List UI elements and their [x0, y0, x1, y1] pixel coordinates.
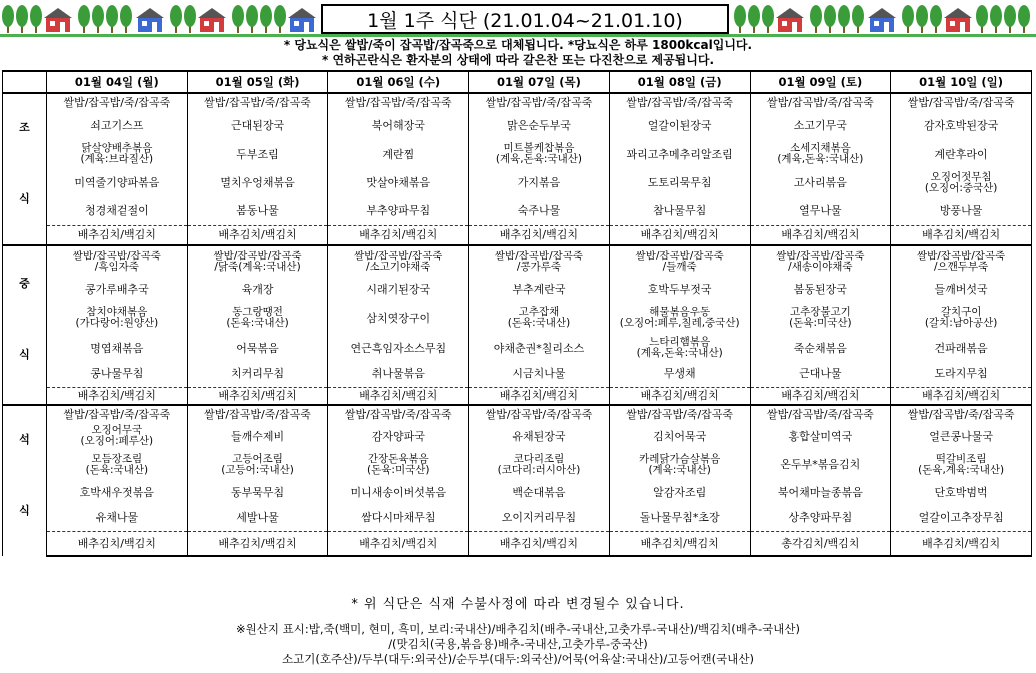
menu-item: 무생채: [609, 361, 750, 387]
menu-item: 모듬장조림 (돈육:국내산): [47, 449, 188, 480]
menu-row: [3, 361, 1032, 387]
menu-item: 쌀밥/잡곡밥/잡곡죽 /흑임자죽: [47, 245, 188, 277]
menu-item: 연근흑임자소스무침: [328, 335, 469, 361]
tree-icon: [930, 5, 942, 33]
menu-row: [3, 139, 1032, 169]
tree-icon: [916, 5, 928, 33]
menu-item: 쌈다시마채무침: [328, 505, 469, 532]
menu-item: 도라지무침: [891, 361, 1032, 387]
menu-item: 호박새우젓볶음: [47, 480, 188, 505]
meal-label-bottom: 식: [19, 192, 30, 205]
menu-item: 숙주나물: [469, 197, 610, 226]
menu-item: 명엽채볶음: [47, 335, 188, 361]
menu-item: 단호박범벅: [891, 480, 1032, 505]
menu-item: 쌀밥/잡곡밥/잡곡죽 /새송이야채죽: [750, 245, 891, 277]
menu-item: 배추김치/백김치: [469, 387, 610, 405]
tree-house-decoration-left: [0, 0, 318, 38]
tree-icon: [810, 5, 822, 33]
menu-item: 배추김치/백김치: [187, 225, 328, 245]
menu-row: [3, 423, 1032, 449]
tree-icon: [16, 5, 28, 33]
house-icon: [868, 8, 896, 32]
menu-item: 부추계란국: [469, 277, 610, 301]
menu-item: 쌀밥/잡곡밥/죽/잡곡죽: [328, 405, 469, 423]
day-header-row: [3, 71, 1032, 93]
menu-row: [3, 449, 1032, 480]
menu-item: 배추김치/백김치: [891, 531, 1032, 556]
menu-item: 시금치나물: [469, 361, 610, 387]
menu-item: 근대나물: [750, 361, 891, 387]
menu-item: 쌀밥/잡곡밥/죽/잡곡죽: [187, 93, 328, 112]
menu-row: [3, 387, 1032, 405]
menu-item: 육개장: [187, 277, 328, 301]
menu-row: [3, 225, 1032, 245]
menu-item: 배추김치/백김치: [609, 531, 750, 556]
menu-item: 닭살양배추볶음 (계육:브라질산): [47, 139, 188, 169]
menu-item: 얼갈이된장국: [609, 112, 750, 140]
menu-item: 봄동된장국: [750, 277, 891, 301]
menu-item: 쌀밥/잡곡밥/잡곡죽 /들깨죽: [609, 245, 750, 277]
menu-item: 쌀밥/잡곡밥/잡곡죽 /소고기야채죽: [328, 245, 469, 277]
menu-item: 배추김치/백김치: [47, 387, 188, 405]
menu-item: 쌀밥/잡곡밥/잡곡죽 /으깬두부죽: [891, 245, 1032, 277]
menu-item: 참치야채볶음 (가다랑어:원양산): [47, 301, 188, 335]
note-diabetic: * 당뇨식은 쌀밥/죽이 잡곡밥/잡곡죽으로 대체됩니다. *당뇨식은 하루 1800kcal입니다.: [283, 38, 753, 52]
day-header: 01월 08일 (금): [609, 71, 750, 93]
meal-label-top: 중: [19, 277, 30, 290]
menu-item: 계란후라이: [891, 139, 1032, 169]
tree-icon: [748, 5, 760, 33]
meal-label-bottom: 식: [19, 504, 30, 517]
menu-item: 쌀밥/잡곡밥/잡곡죽 /닭죽(계육:국내산): [187, 245, 328, 277]
meal-label-top: 조: [19, 121, 30, 134]
menu-body: [3, 93, 1032, 556]
menu-item: 청경채겉절이: [47, 197, 188, 226]
meal-label: [3, 93, 47, 245]
menu-item: 유채나물: [47, 505, 188, 532]
menu-item: 미트볼케찹볶음 (계육,돈육:국내산): [469, 139, 610, 169]
menu-item: 쌀밥/잡곡밥/죽/잡곡죽: [750, 405, 891, 423]
tree-icon: [78, 5, 90, 33]
menu-item: 유채된장국: [469, 423, 610, 449]
menu-item: 콩가루배추국: [47, 277, 188, 301]
origin-line: /(맛김치(국용,볶음용)배추-국내산,고춧가루-중국산): [388, 637, 648, 651]
tree-icon: [260, 5, 272, 33]
menu-item: 들깨버섯국: [891, 277, 1032, 301]
menu-item: 야채춘권*칠리소스: [469, 335, 610, 361]
menu-item: 참나물무침: [609, 197, 750, 226]
tree-house-decoration-right: [732, 0, 1036, 38]
tree-icon: [120, 5, 132, 33]
menu-item: 오이지커리무침: [469, 505, 610, 532]
menu-item: 죽순채볶음: [750, 335, 891, 361]
meal-label-bottom: 식: [19, 348, 30, 361]
menu-row: [3, 505, 1032, 532]
tree-icon: [824, 5, 836, 33]
menu-item: 고추장불고기 (돈육:미국산): [750, 301, 891, 335]
menu-item: 배추김치/백김치: [891, 387, 1032, 405]
menu-item: 백순대볶음: [469, 480, 610, 505]
tree-icon: [246, 5, 258, 33]
origin-line: ※원산지 표시:밥,죽(백미, 현미, 흑미, 보리:국내산)/배추김치(배추-국내산,고춧가루-국내산)/백김치(배추-국내산): [236, 622, 800, 636]
tree-icon: [92, 5, 104, 33]
menu-row: [3, 112, 1032, 140]
menu-row: [3, 197, 1032, 226]
menu-item: 콩나물무침: [47, 361, 188, 387]
menu-row: [3, 93, 1032, 112]
menu-row: [3, 335, 1032, 361]
menu-item: 배추김치/백김치: [47, 531, 188, 556]
house-icon: [44, 8, 72, 32]
day-header: 01월 10일 (일): [891, 71, 1032, 93]
menu-row: [3, 405, 1032, 423]
menu-item: 미역줄기양파볶음: [47, 169, 188, 197]
menu-row: [3, 277, 1032, 301]
menu-item: 소세지채볶음 (계육,돈육:국내산): [750, 139, 891, 169]
menu-item: 고등어조림 (고등어:국내산): [187, 449, 328, 480]
menu-item: 세발나물: [187, 505, 328, 532]
menu-item: 배추김치/백김치: [187, 531, 328, 556]
note-dysphagia: * 연하곤란식은 환자분의 상태에 따라 갈은찬 또는 다진찬으로 제공됩니다.: [321, 53, 715, 67]
menu-item: 배추김치/백김치: [891, 225, 1032, 245]
weekly-menu-table: [2, 70, 1032, 557]
banner-line: [0, 34, 1036, 37]
menu-item: 열무나물: [750, 197, 891, 226]
meal-label: [3, 405, 47, 556]
menu-item: 치커리무침: [187, 361, 328, 387]
menu-item: 갈치구이 (갈치:남아공산): [891, 301, 1032, 335]
header-banner: [0, 0, 1036, 38]
tree-icon: [734, 5, 746, 33]
tree-icon: [170, 5, 182, 33]
change-notice: * 위 식단은 식재 수불사정에 따라 변경될수 있습니다.: [351, 597, 685, 612]
menu-row: [3, 531, 1032, 556]
menu-item: 쌀밥/잡곡밥/죽/잡곡죽: [187, 405, 328, 423]
menu-item: 동부묵무침: [187, 480, 328, 505]
menu-item: 총각김치/백김치: [750, 531, 891, 556]
house-icon: [136, 8, 164, 32]
menu-item: 해물볶음우동 (오징어:페루,칠레,중국산): [609, 301, 750, 335]
menu-item: 배추김치/백김치: [609, 387, 750, 405]
day-header: 01월 09일 (토): [750, 71, 891, 93]
menu-item: 돌나물무침*초장: [609, 505, 750, 532]
house-icon: [288, 8, 316, 32]
menu-item: 온두부*볶음김치: [750, 449, 891, 480]
menu-item: 배추김치/백김치: [47, 225, 188, 245]
menu-item: 건파래볶음: [891, 335, 1032, 361]
menu-row: [3, 169, 1032, 197]
menu-item: 배추김치/백김치: [750, 225, 891, 245]
tree-icon: [902, 5, 914, 33]
menu-item: 두부조림: [187, 139, 328, 169]
menu-item: 쌀밥/잡곡밥/죽/잡곡죽: [47, 405, 188, 423]
menu-item: 맑은순두부국: [469, 112, 610, 140]
tree-icon: [1004, 5, 1016, 33]
menu-item: 배추김치/백김치: [328, 387, 469, 405]
page-title: 1월 1주 식단 (21.01.04~21.01.10): [321, 4, 729, 34]
menu-item: 쌀밥/잡곡밥/잡곡죽 /콩가루죽: [469, 245, 610, 277]
menu-item: 쌀밥/잡곡밥/죽/잡곡죽: [47, 93, 188, 112]
menu-item: 도토리묵무침: [609, 169, 750, 197]
menu-item: 쌀밥/잡곡밥/죽/잡곡죽: [469, 93, 610, 112]
origin-notice: [0, 622, 1036, 667]
tree-icon: [184, 5, 196, 33]
menu-item: 호박두부젓국: [609, 277, 750, 301]
menu-item: 미니새송이버섯볶음: [328, 480, 469, 505]
origin-line: 소고기(호주산)/두부(대두:외국산)/순두부(대두:외국산)/어묵(어육살:국내산)/고등어캔(국내산): [282, 652, 754, 666]
menu-item: 쌀밥/잡곡밥/죽/잡곡죽: [891, 93, 1032, 112]
corner-cell: [3, 71, 47, 93]
menu-item: 소고기무국: [750, 112, 891, 140]
menu-item: 배추김치/백김치: [328, 531, 469, 556]
house-icon: [944, 8, 972, 32]
menu-item: 상추양파무침: [750, 505, 891, 532]
menu-item: 삼치엿장구이: [328, 301, 469, 335]
menu-item: 가지볶음: [469, 169, 610, 197]
menu-item: 근대된장국: [187, 112, 328, 140]
menu-item: 멸치우엉채볶음: [187, 169, 328, 197]
menu-row: [3, 301, 1032, 335]
meal-label-top: 석: [19, 433, 30, 446]
menu-row: [3, 245, 1032, 277]
menu-item: 맛살야채볶음: [328, 169, 469, 197]
menu-item: 쌀밥/잡곡밥/죽/잡곡죽: [891, 405, 1032, 423]
menu-item: 고추잡채 (돈육:국내산): [469, 301, 610, 335]
menu-item: 쌀밥/잡곡밥/죽/잡곡죽: [609, 405, 750, 423]
menu-item: 봄동나물: [187, 197, 328, 226]
menu-item: 북어채마늘종볶음: [750, 480, 891, 505]
menu-item: 배추김치/백김치: [469, 225, 610, 245]
menu-item: 쇠고기스프: [47, 112, 188, 140]
menu-item: 감자호박된장국: [891, 112, 1032, 140]
diet-notes: [0, 38, 1036, 68]
tree-icon: [762, 5, 774, 33]
menu-item: 얼갈이고추장무침: [891, 505, 1032, 532]
menu-item: 배추김치/백김치: [750, 387, 891, 405]
day-header: 01월 05일 (화): [187, 71, 328, 93]
menu-item: 카레닭가슴살볶음 (계육:국내산): [609, 449, 750, 480]
menu-item: 알감자조림: [609, 480, 750, 505]
day-header: 01월 04일 (월): [47, 71, 188, 93]
menu-item: 쌀밥/잡곡밥/죽/잡곡죽: [328, 93, 469, 112]
house-icon: [776, 8, 804, 32]
tree-icon: [274, 5, 286, 33]
menu-item: 취나물볶음: [328, 361, 469, 387]
tree-icon: [976, 5, 988, 33]
tree-icon: [30, 5, 42, 33]
menu-item: 느타리햄볶음 (계육,돈육:국내산): [609, 335, 750, 361]
menu-item: 간장돈육볶음 (돈육:미국산): [328, 449, 469, 480]
menu-item: 감자양파국: [328, 423, 469, 449]
menu-item: 배추김치/백김치: [187, 387, 328, 405]
tree-icon: [2, 5, 14, 33]
menu-item: 북어해장국: [328, 112, 469, 140]
menu-item: 김치어묵국: [609, 423, 750, 449]
menu-item: 고사리볶음: [750, 169, 891, 197]
day-header: 01월 07일 (목): [469, 71, 610, 93]
menu-item: 계란찜: [328, 139, 469, 169]
menu-item: 쌀밥/잡곡밥/죽/잡곡죽: [609, 93, 750, 112]
tree-icon: [232, 5, 244, 33]
menu-item: 떡갈비조림 (돈육,계육:국내산): [891, 449, 1032, 480]
menu-item: 어묵볶음: [187, 335, 328, 361]
menu-item: 얼큰콩나물국: [891, 423, 1032, 449]
menu-item: 배추김치/백김치: [328, 225, 469, 245]
menu-row: [3, 480, 1032, 505]
menu-item: 쌀밥/잡곡밥/죽/잡곡죽: [750, 93, 891, 112]
menu-item: 배추김치/백김치: [609, 225, 750, 245]
menu-item: 부추양파무침: [328, 197, 469, 226]
tree-icon: [1018, 5, 1030, 33]
menu-item: 방풍나물: [891, 197, 1032, 226]
tree-icon: [106, 5, 118, 33]
menu-item: 쌀밥/잡곡밥/죽/잡곡죽: [469, 405, 610, 423]
menu-item: 꽈리고추메추리알조림: [609, 139, 750, 169]
house-icon: [198, 8, 226, 32]
menu-item: 들깨수제비: [187, 423, 328, 449]
tree-icon: [838, 5, 850, 33]
meal-label: [3, 245, 47, 405]
day-header: 01월 06일 (수): [328, 71, 469, 93]
tree-icon: [852, 5, 864, 33]
tree-icon: [990, 5, 1002, 33]
menu-item: 시래기된장국: [328, 277, 469, 301]
menu-item: 오징어젓무침 (오징어:중국산): [891, 169, 1032, 197]
menu-item: 코다리조림 (코다리:러시아산): [469, 449, 610, 480]
menu-item: 배추김치/백김치: [469, 531, 610, 556]
menu-item: 홍합살미역국: [750, 423, 891, 449]
menu-item: 동그랑땡전 (돈육:국내산): [187, 301, 328, 335]
menu-item: 오징어무국 (오징어:페루산): [47, 423, 188, 449]
